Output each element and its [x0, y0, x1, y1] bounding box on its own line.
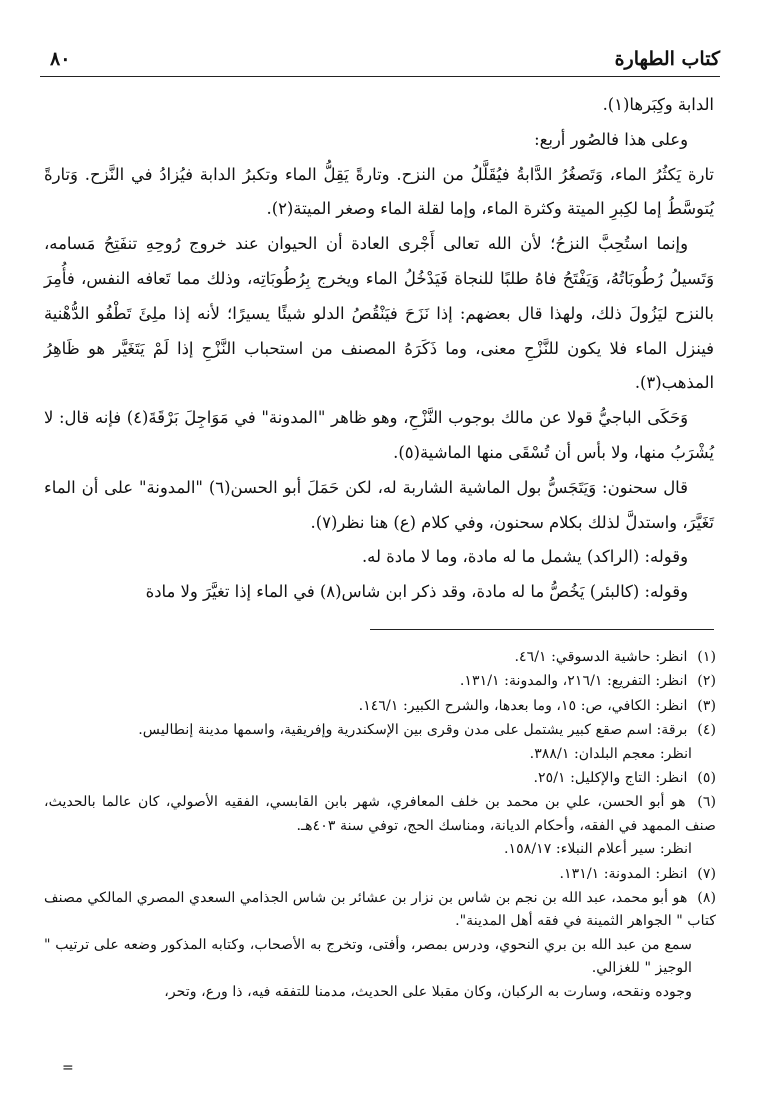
footnotes	[44, 646, 716, 1005]
footnote-text: انظر: المدونة: ١٣١/١.	[559, 865, 688, 882]
body-paragraph: الدابة وكِبَرها(١).	[602, 95, 714, 114]
body-paragraph: وَحَكَى الباجيُّ قولا عن مالك بوجوب النَّزْحِ، وهو ظاهر "المدونة" في مَوَاجِلَ بَرْقَةَ(٤) فإنه قال: لا يُشْرَبُ منها، ولا بأس أن تُسْقَى منها الماشية(٥).	[44, 408, 714, 462]
footnote	[44, 646, 716, 669]
footnote-number: (٣)	[697, 697, 716, 714]
main-text	[44, 88, 714, 610]
footnote-number: (٢)	[697, 673, 716, 690]
footnote-continuation: سمع من عبد الله بن بري النحوي، ودرس بمصر، وأفتى، وتخرج به الأصحاب، وكتابه المذكور وضعه على ترتيب " الوجيز " للغزالي.	[44, 936, 692, 977]
page-number: ٨٠	[50, 48, 71, 70]
continuation-mark: =	[62, 1060, 74, 1076]
footnote-number: (٨)	[697, 890, 716, 907]
footnote-text: هو أبو محمد، عبد الله بن نجم بن شاس بن نزار بن عشائر بن شاس الجذامي السعدي المصري المالكي مصنف كتاب " الجواهر الثمينة في فقه أهل المدينة".	[44, 890, 716, 930]
footnote-reference: انظر: سير أعلام النبلاء: ١٥٨/١٧.	[504, 841, 692, 858]
body-paragraph: قال سحنون: وَيَتَجَسُّ بول الماشية الشاربة له، لكن حَمَلَ أبو الحسن(٦) "المدونة" على أن الماء تَغَيَّرَ، واستدلَّ لذلك بكلام سحنون، وفي كلام (ع) هنا نظر(٧).	[44, 477, 714, 532]
running-header	[40, 40, 720, 74]
footnote-divider	[370, 629, 714, 630]
footnote	[44, 670, 716, 693]
body-paragraph: وعلى هذا فالصُور أربع:	[534, 129, 688, 149]
body-paragraph: وقوله: (كالبئر) يَخُصُّ ما له مادة، وقد ذكر ابن شاس(٨) في الماء إذا تغيَّرَ ولا مادة	[145, 582, 688, 602]
footnote	[44, 863, 716, 886]
footnote-text: انظر: التفريع: ٢١٦/١، والمدونة: ١٣١/١.	[459, 673, 688, 690]
footnote-text: انظر: التاج والإكليل: ٢٥/١.	[533, 770, 688, 787]
body-paragraph: تارة يَكثُرُ الماء، وَتَصغُرُ الدَّابةُ فيُقَلَّلُ من النزح. وتارةً يَقِلُّ الماء وتكبرُ الدابة فيُزادُ في النَّزح. وَتارةً يُتوسَّطُ إما لكِبرِ الميتة وكثرة الماء، وإما لقلة الماء وصغر الميتة(٢).	[44, 164, 714, 219]
body-paragraph: وقوله: (الراكد) يشمل ما له مادة، وما لا مادة له.	[361, 547, 688, 567]
footnote-number: (٦)	[697, 794, 716, 811]
footnote	[44, 887, 716, 1004]
footnote	[44, 767, 716, 790]
footnote-number: (٤)	[697, 722, 716, 739]
footnote-number: (٧)	[697, 865, 716, 882]
chapter-title: كتاب الطهارة	[614, 48, 720, 70]
footnote-number: (٥)	[697, 770, 716, 787]
footnote-text: انظر: الكافي، ص: ١٥، وما بعدها، والشرح الكبير: ١٤٦/١.	[358, 697, 688, 714]
footnote-text: هو أبو الحسن، علي بن محمد بن خلف المعافري، شهر بابن القابسي، الفقيه الأصولي، كان عالما بالحديث، صنف الممهد في الفقه، وأحكام الديانة، ومناسك الحج، توفي سنة ٤٠٣هـ.	[44, 794, 716, 834]
body-paragraph: وإنما استُحِبَّ النزحُ؛ لأن الله تعالى أَجْرى العادة أن الحيوان عند خروج رُوحِهِ تنفَتِحُ مَسامه، وَتَسيلُ رُطُوبَاتُهُ، وَيَفْتَحُ فاهُ طلبًا للنجاة فَيَدْخُلُ الماء ويخرج بِرُطُوبَاتِه، وذلك مما تَعافه النفس، فأُمِرَ بالنزح ليَزُولَ ذلك، ولهذا قال بعضهم: إذا نَزَحَ فيَنْقُصُ الدلو شيئًا يسيرًا؛ لأنه إذا ملِئَ تَطْفُو الدُّهْنية فينزل الماء فلا يكون للنَّزْحِ معنى، وما ذَكَرَهُ المصنف من استحباب النَّزْحِ إذا لَمْ يَتَغَيَّر هو ظَاهِرُ المذهب(٣).	[44, 234, 714, 393]
footnote-number: (١)	[697, 649, 716, 665]
footnote	[44, 719, 716, 766]
footnote-text: برقة: اسم صقع كبير يشتمل على مدن وقرى بين الإسكندرية وإفريقية، واسمها مدينة إنطاليس.	[138, 722, 688, 739]
footnote	[44, 791, 716, 861]
header-divider	[40, 76, 720, 77]
footnote-continuation: وجوده ونقحه، وسارت به الركبان، وكان مقبلا على الحديث، مدمنا للتفقه فيه، ذا ورع، وتحر،	[164, 983, 692, 1000]
footnote	[44, 695, 716, 718]
footnote-text: انظر: حاشية الدسوقي: ٤٦/١.	[514, 649, 688, 665]
footnote-reference: انظر: معجم البلدان: ٣٨٨/١.	[529, 745, 692, 762]
